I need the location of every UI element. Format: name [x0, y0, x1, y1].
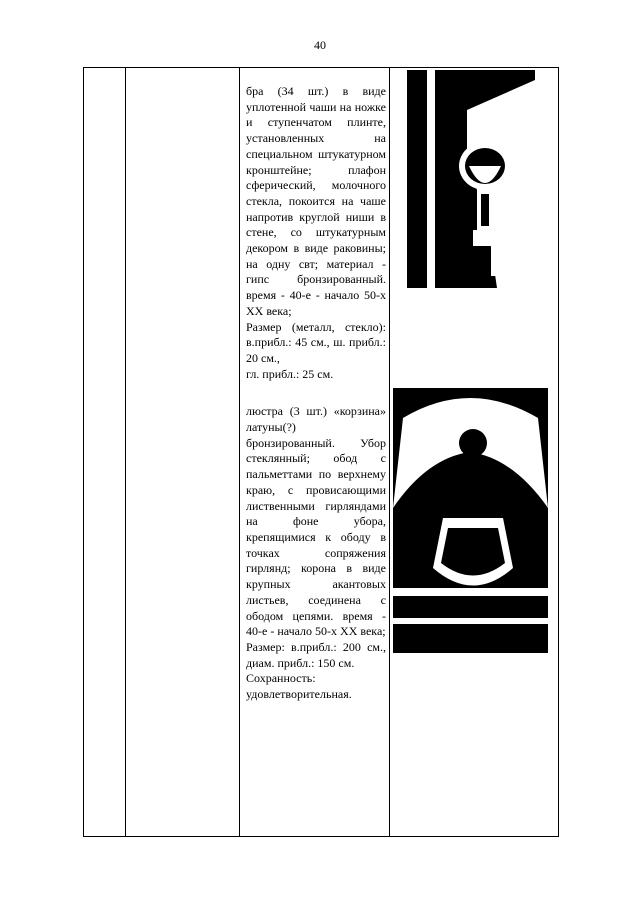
entry-chandelier-size: Размер: в.прибл.: 200 см., диам. прибл.: 150 см. [246, 639, 386, 670]
column-divider-1 [125, 68, 126, 836]
entry-chandelier-description: люстра (3 шт.) «корзина» латуны(?) бронзированный. Убор стеклянный; обод с пальметтами по верхнему краю, с провисающими лиственными гирляндами на фоне убора, крепящимися к ободу в точках сопряжения гирлянд; корона в виде крупных акантовых листьев, соединена с ободом цепями. время - 40-е - начало 50-х XX века; [246, 404, 386, 639]
entry-sconce-size: Размер (металл, стекло): в.прибл.: 45 см., ш. прибл.: 20 см., [246, 319, 386, 365]
entry-sconce-depth: гл. прибл.: 25 см. [246, 366, 334, 381]
chandelier-photo [393, 388, 548, 653]
column-divider-2 [239, 68, 240, 836]
inventory-table [83, 67, 559, 837]
entry-sconce-description: бра (34 шт.) в виде уплотенной чаши на ножке и ступенчатом плинте, установленных на специальном штукатурном кронштейне; плафон сферический, молочного стекла, покоится на чаше напротив круглой ниши в стене, со штукатурным декором в виде раковины; на одну свт; материал - гипс бронзированный. время - 40-е - начало 50-х XX века; [246, 84, 386, 318]
sconce-photo [407, 70, 535, 288]
entry-chandelier-condition: Сохранность: удовлетворительная. [246, 671, 352, 702]
description-cell [246, 84, 386, 703]
page-number: 40 [314, 38, 326, 52]
column-divider-3 [389, 68, 390, 836]
